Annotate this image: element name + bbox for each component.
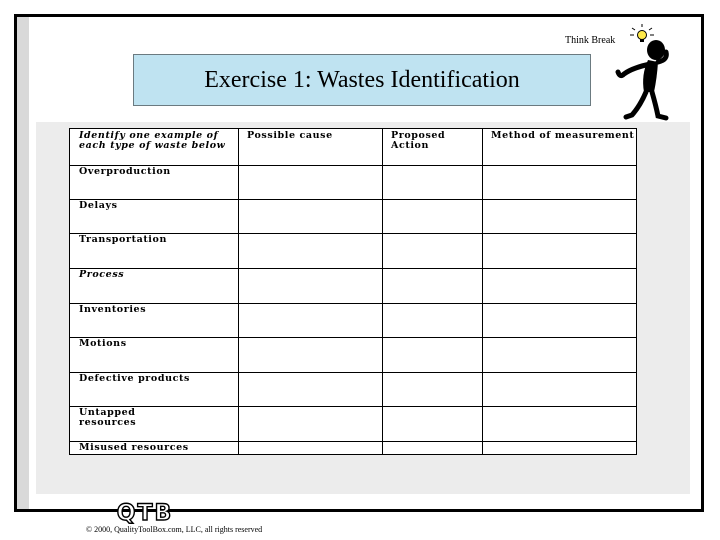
- slide-title: Exercise 1: Wastes Identification: [204, 66, 520, 93]
- think-break-label: Think Break: [565, 35, 616, 46]
- column-header-possible-cause: Possible cause: [247, 130, 333, 141]
- row-label-transportation: Transportation: [79, 234, 167, 245]
- title-box: [133, 54, 591, 106]
- row-label-overproduction: Overproduction: [79, 166, 171, 177]
- row-label-misused-resources: Misused resources: [79, 442, 189, 453]
- column-header-proposed-action: Proposed Action: [391, 130, 446, 151]
- qtb-logo: [99, 496, 191, 526]
- row-label-defective-products: Defective products: [79, 373, 190, 384]
- waste-worksheet-table: [69, 128, 637, 455]
- row-label-motions: Motions: [79, 338, 127, 349]
- row-label-inventories: Inventories: [79, 304, 147, 315]
- thinking-figure-icon: [608, 20, 683, 130]
- panel-right-edge: [690, 122, 701, 494]
- row-label-untapped-resources: Untapped resources: [79, 407, 137, 428]
- light-bulb-icon: [630, 24, 654, 42]
- logo-text: QTB: [116, 501, 174, 526]
- row-label-process: Process: [79, 269, 125, 280]
- row-label-delays: Delays: [79, 200, 118, 211]
- column-header-method-of-measurement: Method of measurement: [491, 130, 635, 141]
- copyright-notice: © 2000, QualityToolBox.com, LLC, all rights reserved: [86, 525, 263, 534]
- slide-left-bar: [17, 17, 29, 509]
- column-header-waste-type: Identify one example of each type of waste below: [79, 130, 226, 151]
